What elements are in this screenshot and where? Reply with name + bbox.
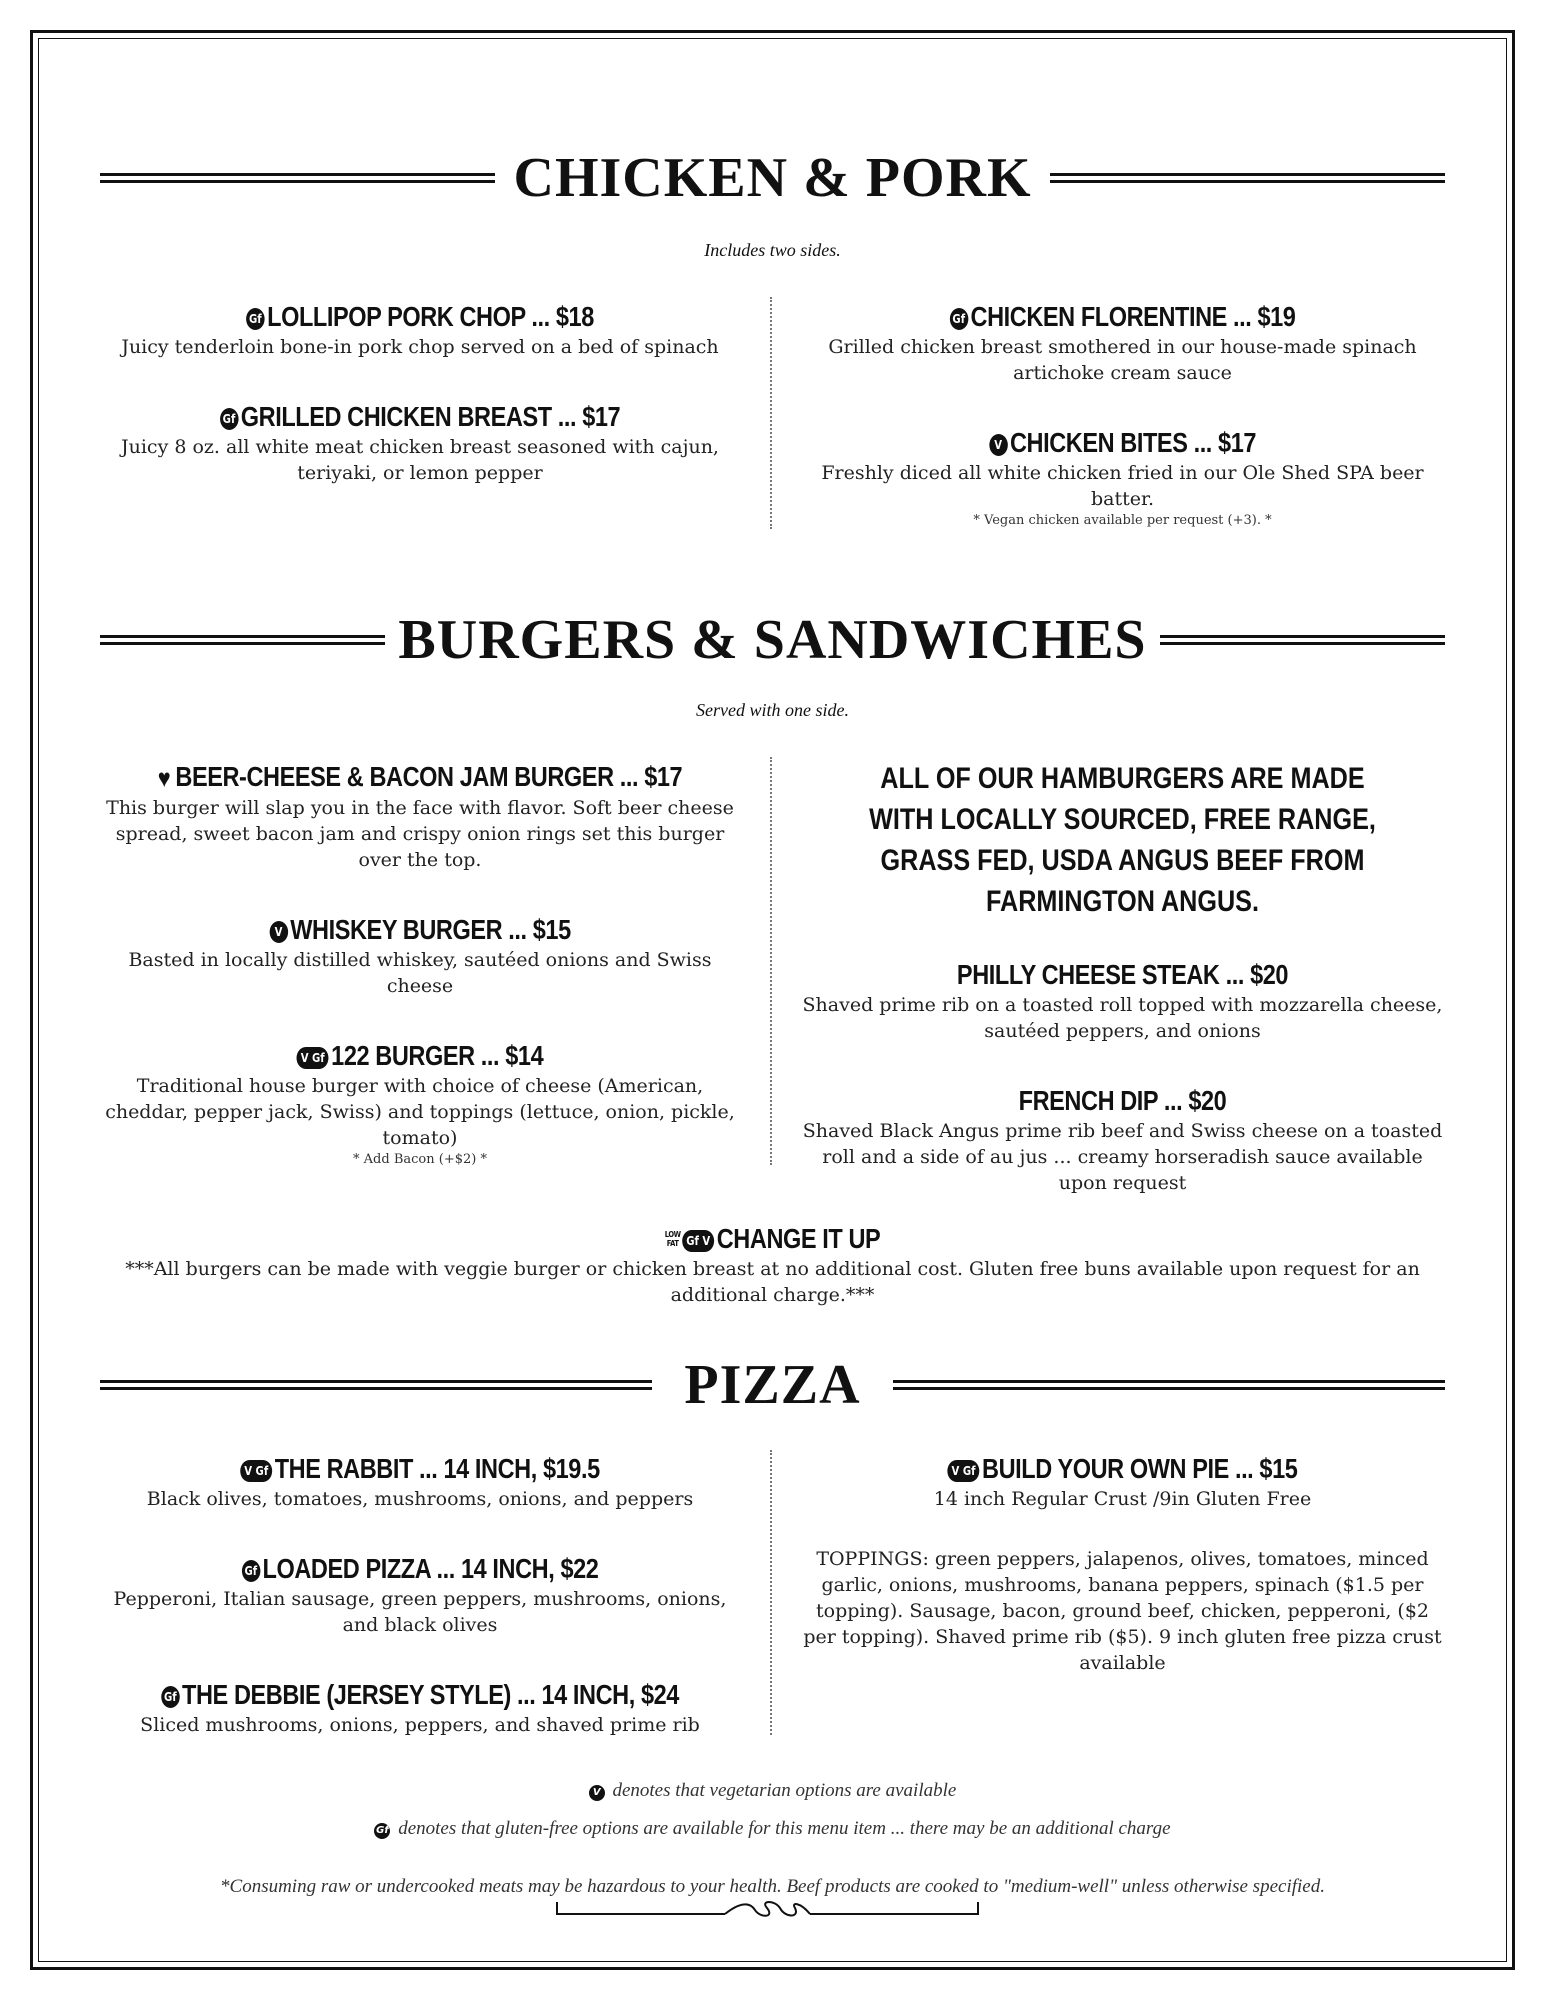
vegetarian-icon: V <box>989 434 1007 456</box>
chicken-pork-left-column <box>100 300 740 526</box>
chicken-pork-right-column <box>800 300 1445 570</box>
menu-item <box>800 1452 1445 1512</box>
section-title: BURGERS & SANDWICHES <box>398 609 1147 671</box>
item-description: Traditional house burger with choice of cheese (American, cheddar, pepper jack, Swiss) and toppings (lettuce, onion, pickle, tomato) <box>105 1075 735 1149</box>
item-name: FRENCH DIP ... $20 <box>1018 1085 1227 1116</box>
item-description: Juicy tenderloin bone-in pork chop served on a bed of spinach <box>121 336 719 358</box>
item-name: V WHISKEY BURGER ... $15 <box>151 913 689 947</box>
gluten-free-icon: Gf <box>242 1560 260 1582</box>
menu-item <box>100 1678 740 1738</box>
item-description: Freshly diced all white chicken fried in our Ole Shed SPA beer batter. <box>821 462 1424 510</box>
low-fat-icon: LOW FAT <box>664 1230 681 1248</box>
menu-item <box>100 300 740 360</box>
section-note: Includes two sides. <box>704 240 841 260</box>
column-divider <box>770 757 772 1165</box>
pizza-right-column <box>800 1452 1445 1676</box>
item-description: 14 inch Regular Crust /9in Gluten Free <box>933 1488 1312 1510</box>
vegetarian-icon: V <box>269 921 287 943</box>
burgers-left-column <box>100 760 740 1209</box>
vegetarian-gluten-free-icon: V Gf <box>948 1460 980 1482</box>
section-header-burgers <box>100 607 1445 677</box>
item-name: Gf CHICKEN FLORENTINE ... $19 <box>852 300 1394 334</box>
section-title: PIZZA <box>684 1354 861 1416</box>
menu-item <box>800 300 1445 386</box>
menu-item <box>100 400 740 486</box>
flourish-ornament <box>555 1900 980 1920</box>
item-description: Shaved Black Angus prime rib beef and Swiss cheese on a toasted roll and a side of au jus ... creamy horseradish sauce available upon request <box>802 1120 1443 1194</box>
item-description: Sliced mushrooms, onions, peppers, and shaved prime rib <box>140 1714 700 1736</box>
legend-gluten-free: Gf denotes that gluten-free options are available for this menu item ... there may be an additional charge <box>376 1818 1171 1839</box>
burgers-right-column <box>800 758 1445 1236</box>
item-description: Basted in locally distilled whiskey, sautéed onions and Swiss cheese <box>128 949 712 997</box>
beef-source-note: ALL OF OUR HAMBURGERS ARE MADE WITH LOCALLY SOURCED, FREE RANGE, GRASS FED, USDA ANGUS BEEF FROM FARMINGTON ANGUS. <box>869 762 1376 918</box>
pizza-left-column <box>100 1452 740 1778</box>
item-name: LOW FAT Gf V CHANGE IT UP <box>664 1223 881 1254</box>
item-name: V CHICKEN BITES ... $17 <box>852 426 1394 460</box>
item-name: V Gf 122 BURGER ... $14 <box>151 1039 689 1073</box>
menu-item <box>800 1084 1445 1196</box>
vegetarian-gluten-free-icon: V Gf <box>240 1460 272 1482</box>
item-name: V Gf THE RABBIT ... 14 INCH, $19.5 <box>151 1452 689 1486</box>
gluten-free-vegetarian-icon: Gf V <box>682 1230 714 1252</box>
item-description: Black olives, tomatoes, mushrooms, onions, and peppers <box>146 1488 694 1510</box>
item-description: Shaved prime rib on a toasted roll topped with mozzarella cheese, sautéed peppers, and onions <box>802 994 1443 1042</box>
menu-item <box>100 760 740 873</box>
item-description: This burger will slap you in the face with flavor. Soft beer cheese spread, sweet bacon jam and crispy onion rings set this burger over the top. <box>106 797 734 871</box>
menu-item <box>800 426 1445 530</box>
item-description: Grilled chicken breast smothered in our house-made spinach artichoke cream sauce <box>828 336 1417 384</box>
item-note: * Vegan chicken available per request (+3). * <box>973 513 1272 528</box>
heart-icon: ♥ <box>157 763 171 793</box>
item-name: V Gf BUILD YOUR OWN PIE ... $15 <box>852 1452 1394 1486</box>
item-note: * Add Bacon (+$2) * <box>353 1152 487 1167</box>
item-description: ***All burgers can be made with veggie burger or chicken breast at no additional cost. Gluten free buns available upon request for an additional charge.*** <box>125 1258 1420 1306</box>
gluten-free-icon: Gf <box>374 1823 390 1839</box>
change-it-up <box>100 1222 1445 1308</box>
section-header-chicken-pork <box>100 145 1445 215</box>
gluten-free-icon: Gf <box>950 308 968 330</box>
item-name: Gf THE DEBBIE (JERSEY STYLE) ... 14 INCH, $24 <box>151 1678 689 1712</box>
gluten-free-icon: Gf <box>220 408 238 430</box>
legend-vegetarian: V denotes that vegetarian options are available <box>100 1780 1445 1802</box>
item-name: ♥ BEER-CHEESE & BACON JAM BURGER ... $17 <box>157 761 683 793</box>
menu-item <box>100 1552 740 1638</box>
column-divider <box>770 1450 772 1735</box>
menu-item <box>100 1039 740 1169</box>
item-name: Gf GRILLED CHICKEN BREAST ... $17 <box>151 400 689 434</box>
menu-item <box>100 913 740 999</box>
item-name: Gf LOADED PIZZA ... 14 INCH, $22 <box>151 1552 689 1586</box>
menu-item <box>100 1452 740 1512</box>
section-title: CHICKEN & PORK <box>513 147 1032 209</box>
vegetarian-gluten-free-icon: V Gf <box>297 1047 329 1069</box>
item-name: Gf LOLLIPOP PORK CHOP ... $18 <box>151 300 689 334</box>
vegetarian-icon: V <box>589 1785 605 1801</box>
column-divider <box>770 297 772 529</box>
item-description: Pepperoni, Italian sausage, green peppers, mushrooms, onions, and black olives <box>113 1588 727 1636</box>
disclaimer: *Consuming raw or undercooked meats may be hazardous to your health. Beef products are cooked to "medium-well" unless otherwise specified. <box>220 1876 1325 1897</box>
section-note: Served with one side. <box>696 700 849 720</box>
section-header-pizza <box>100 1352 1445 1422</box>
gluten-free-icon: Gf <box>246 308 264 330</box>
gluten-free-icon: Gf <box>161 1686 179 1708</box>
item-name: PHILLY CHEESE STEAK ... $20 <box>956 959 1289 990</box>
toppings-list: TOPPINGS: green peppers, jalapenos, olives, tomatoes, minced garlic, onions, mushrooms, banana peppers, spinach ($1.5 per topping). Sausage, bacon, ground beef, chicken, pepperoni, ($2 per topping). Shaved prime rib ($5). 9 inch gluten free pizza crust available <box>803 1548 1442 1674</box>
menu-item <box>800 958 1445 1044</box>
item-description: Juicy 8 oz. all white meat chicken breast seasoned with cajun, teriyaki, or lemon pepper <box>121 436 719 484</box>
